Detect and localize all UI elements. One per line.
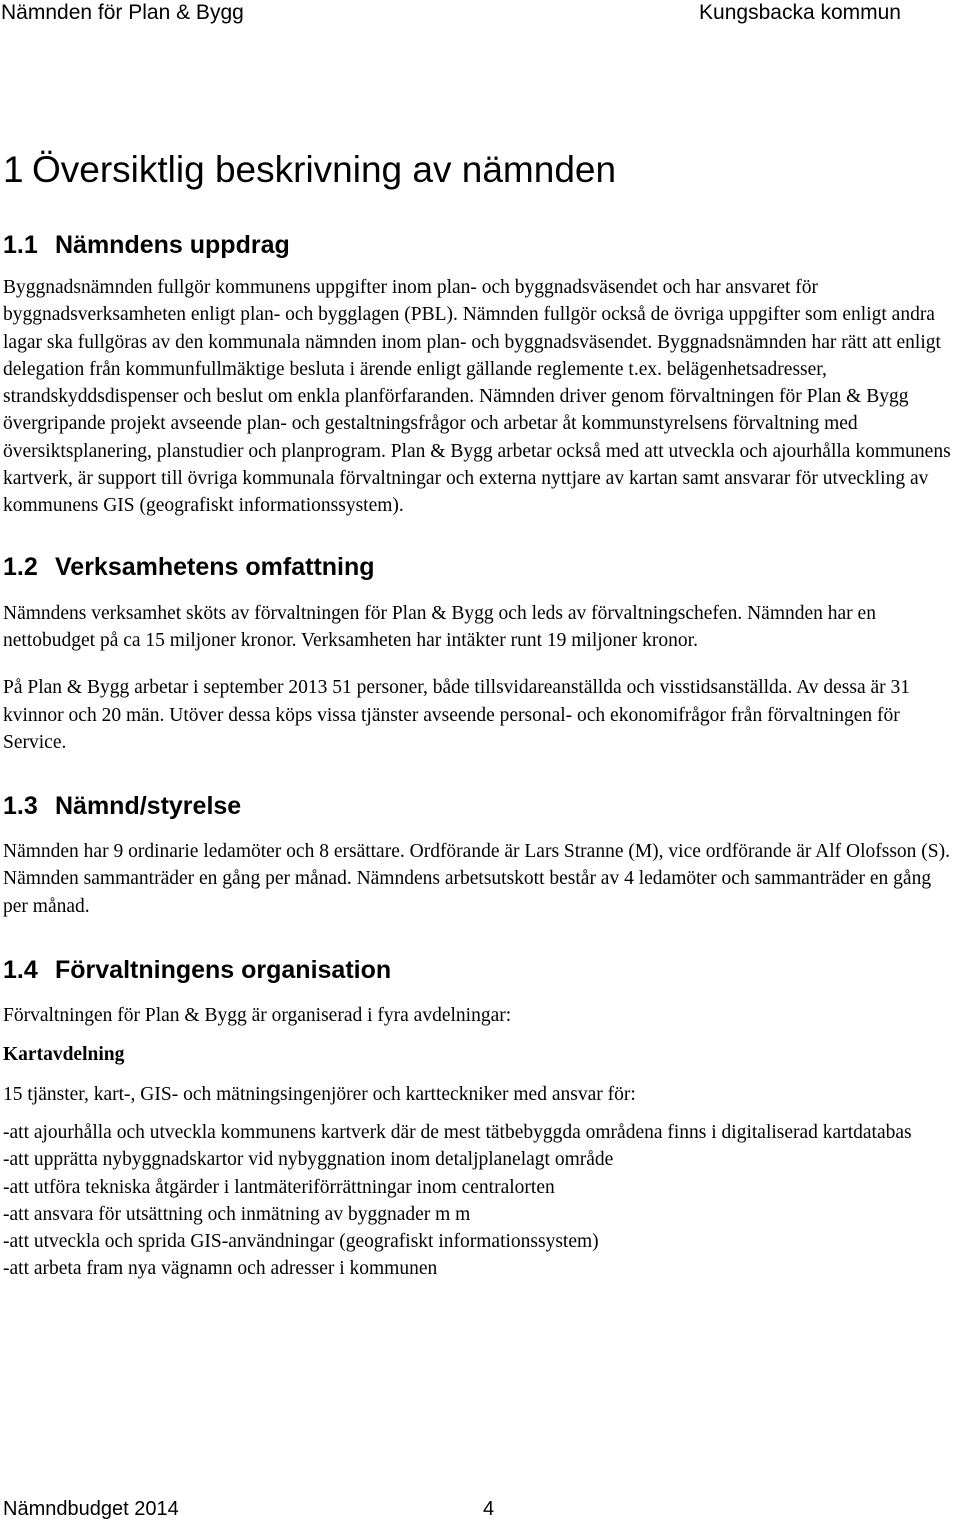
list-item: -att ansvara för utsättning och inmätning av byggnader m m [3, 1203, 471, 1225]
list-item: -att arbeta fram nya vägnamn och adresser i kommunen [3, 1258, 438, 1280]
page-footer [3, 1498, 960, 1521]
chapter-heading [3, 148, 958, 208]
section-paragraph: På Plan & Bygg arbetar i september 2013 51 personer, både tillsvidareanställda och visstidsanställda. Av dessa är 31 kvinnor och 20 män. Utöver dessa köps vissa tjänster avseende personal- och ekonomifrågor från förvaltningen för Service. [3, 677, 911, 753]
page-number: 4 [483, 1498, 495, 1520]
section-heading-1-2 [3, 552, 958, 582]
section-number: 1.4 [3, 956, 38, 985]
section-intro: Förvaltningen för Plan & Bygg är organiserad i fyra avdelningar: [3, 1005, 512, 1027]
section-title: Verksamhetens omfattning [55, 552, 375, 581]
chapter-number: 1 [3, 149, 24, 190]
section-title: Förvaltningens organisation [55, 956, 392, 985]
section-heading-1-4 [3, 955, 958, 985]
header-committee-name: Nämnden för Plan & Bygg [1, 1, 244, 24]
department-description: 15 tjänster, kart-, GIS- och mätningsingenjörer och kartteckniker med ansvar för: [3, 1083, 636, 1105]
section-paragraph: Nämnden har 9 ordinarie ledamöter och 8 ersättare. Ordförande är Lars Stranne (M), vice ordförande är Alf Olofsson (S). Nämnden sammanträder en gång per månad. Nämndens arbetsutskott består av 4 ledamöter och sammanträder en gång per månad. [3, 841, 951, 917]
section-paragraph: Byggnadsnämnden fullgör kommunens uppgifter inom plan- och byggnadsväsendet och har ansvaret för byggnadsverksamheten enligt plan- och bygglagen (PBL). Nämnden fullgör också de övriga uppgifter som enligt andra lagar ska fullgöras av den kommunala nämnden inom plan- och byggnadsväsendet. Byggnadsnämnden har rätt att enligt delegation från kommunfullmäktige besluta i ärende enligt gällande reglemente t.ex. belägenhetsadresser, strandskyddsdispenser och beslut om enkla planförfaranden. Nämnden driver genom förvaltningen för Plan & Bygg övergripande projekt avseende plan- och gestaltningsfrågor och arbetar åt kommunstyrelsens förvaltning med översiktsplanering, planstudier och planprogram. Plan & Bygg arbetar också med att utveckla och ajourhålla kommunens kartverk, är support till övriga kommunala förvaltningar och externa nyttjare av kartan samt ansvarar för utveckling av kommunens GIS (geografiskt informationssystem). [3, 277, 951, 517]
list-item: -att utföra tekniska åtgärder i lantmäteriförrättningar inom centralorten [3, 1176, 555, 1198]
section-number: 1.1 [3, 231, 38, 259]
section-heading-1-3 [3, 791, 958, 821]
section-number: 1.3 [3, 792, 38, 821]
page-header [0, 0, 960, 30]
header-municipality: Kungsbacka kommun [699, 1, 901, 24]
chapter-title: Översiktlig beskrivning av nämnden [32, 149, 617, 190]
department-subheading: Kartavdelning [3, 1044, 125, 1066]
responsibility-list [3, 1119, 958, 1283]
section-title: Nämnd/styrelse [55, 792, 242, 821]
list-item: -att upprätta nybyggnadskartor vid nybyggnation inom detaljplanelagt område [3, 1149, 614, 1171]
section-title: Nämndens uppdrag [55, 231, 290, 259]
list-item: -att ajourhålla och utveckla kommunens kartverk där de mest tätbebyggda områdena finns i digitaliserad kartdatabas [3, 1121, 912, 1143]
section-paragraph: Nämndens verksamhet sköts av förvaltningen för Plan & Bygg och leds av förvaltningschefen. Nämnden har en nettobudget på ca 15 miljoner kronor. Verksamheten har intäkter runt 19 miljoner kronor. [3, 602, 876, 651]
section-number: 1.2 [3, 552, 38, 581]
document-body [3, 148, 958, 1283]
list-item: -att utveckla och sprida GIS-användningar (geografiskt informationssystem) [3, 1231, 599, 1253]
section-heading-1-1 [3, 230, 958, 260]
footer-document-title: Nämndbudget 2014 [3, 1498, 179, 1520]
